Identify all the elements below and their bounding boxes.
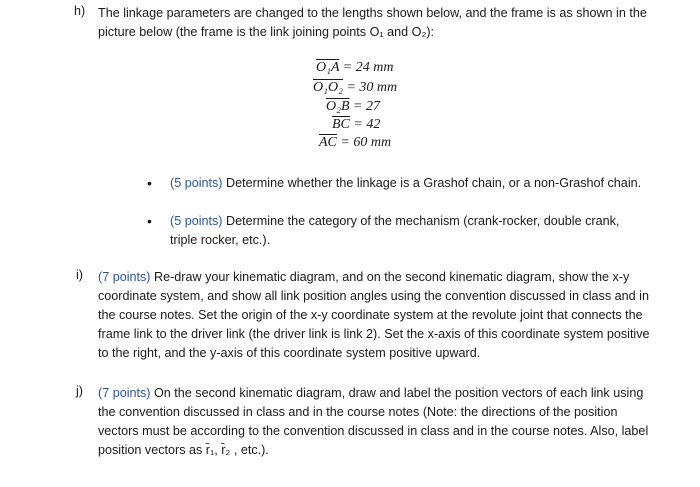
bullet-icon: •: [147, 213, 152, 229]
equation-value: = 30 mm: [346, 80, 398, 95]
equation-ac: [319, 133, 391, 153]
equation-label: O₂B: [326, 99, 350, 114]
part-h-text: The linkage parameters are changed to the lengths shown below, and the frame is as shown in the picture below (the frame is the link joining points O₁ and O₂):: [98, 6, 647, 39]
part-i-points: (7 points): [98, 270, 151, 284]
bullet-text: Determine whether the linkage is a Grashof chain, or a non-Grashof chain.: [226, 176, 642, 190]
part-j-text: On the second kinematic diagram, draw and label the position vectors of each link using the convention discussed in class and in the course notes (Note: the directions of the position vectors must be according to the convention discussed in class and in the course notes. Also, label position vectors as r̄₁, r̄₂ , etc.).: [98, 386, 649, 457]
equation-label: O₁A: [316, 60, 340, 75]
equation-label: $\overline{BC}$: [332, 117, 350, 132]
equation-label: $\overline{AC}$: [319, 135, 337, 150]
equation-bc: [332, 115, 380, 135]
part-i-marker: i): [76, 268, 83, 282]
equation-o1a: [316, 58, 393, 78]
bullet-icon: •: [147, 175, 152, 191]
bullet-points: (5 points): [170, 214, 223, 228]
equation-value: = 60 mm: [340, 135, 392, 150]
part-h-marker: h): [74, 4, 86, 18]
equation-label: O₁O₂: [313, 80, 343, 95]
equation-o2b: [326, 97, 380, 117]
equation-value: = 27: [353, 99, 380, 114]
equation-value: = 42: [353, 117, 381, 132]
equation-value: = 24 mm: [342, 60, 394, 75]
part-j-marker: j): [76, 384, 83, 398]
equation-o1o2: [313, 78, 397, 98]
part-j-points: (7 points): [98, 386, 151, 400]
part-i-text: Re-draw your kinematic diagram, and on the second kinematic diagram, show the x-y coordinate system, and show all link position angles using the convention discussed in class and in the course notes. Set the origin of the x-y coordinate system at the revolute joint that connects the frame link to the driver link (the driver link is link 2). Set the x-axis of this coordinate system positive to the right, and the y-axis of this coordinate system positive upward.: [98, 270, 650, 360]
bullet-points: (5 points): [170, 176, 223, 190]
bullet-text: Determine the category of the mechanism (crank-rocker, double crank, triple rocker, etc.).: [170, 214, 620, 247]
